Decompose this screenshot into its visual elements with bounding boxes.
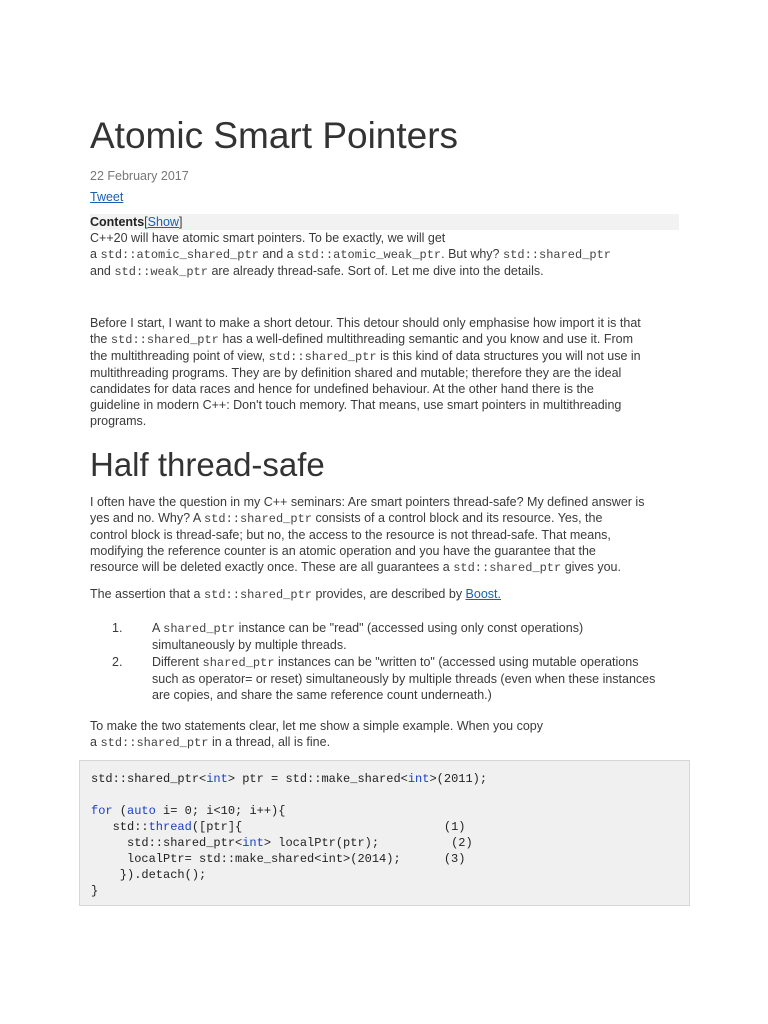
detour-line: multithreading programs. They are by definition shared and mutable; therefore they are the ideal [90,366,622,380]
contents-close-bracket: ] [178,215,183,229]
thread-safety-line: modifying the reference counter is an atomic operation and you have the guarantee that the [90,544,596,558]
detour-line: Before I start, I want to make a short detour. This detour should only emphasise how import it is that [90,316,641,330]
code-line [91,787,678,803]
code-line: std::thread([ptr]{ (1) [91,820,466,834]
assertion-list [90,620,690,703]
inline-code: shared_ptr [163,622,236,636]
inline-code: std::shared_ptr [110,333,219,347]
contents-open-bracket: [ [144,215,148,229]
thread-safety-paragraph [90,494,690,576]
list-item: 1. A shared_ptr instance can be "read" (accessed using only const operations) simultaneously by multiple threads. [112,621,584,652]
table-of-contents [90,214,679,230]
intro-paragraph [90,230,690,280]
inline-code: std::shared_ptr [502,248,612,262]
boost-link[interactable]: Boost. [465,587,501,601]
post-date: 22 February 2017 [90,169,189,183]
detour-line: the std::shared_ptr has a well-defined multithreading semantic and you know and use it. From [90,332,633,347]
code-line: for (auto i= 0; i<10; i++){ [91,804,286,818]
thread-safety-line: yes and no. Why? A std::shared_ptr consists of a control block and its resource. Yes, the [90,511,603,526]
example-paragraph: To make the two statements clear, let me show a simple example. When you copy a std::shared_ptr in a thread, all is fine. [90,719,543,750]
detour-paragraph [90,315,690,429]
section-heading: Half thread-safe [90,446,325,483]
list-number: 1. [112,621,123,635]
detour-line: guideline in modern C++: Don't touch memory. That means, use smart pointers in multithreading [90,398,622,412]
intro-line: C++20 will have atomic smart pointers. To be exactly, we will get [90,231,446,245]
code-block [79,760,690,906]
assertion-paragraph: The assertion that a std::shared_ptr provides, are described by Boost. [90,587,501,602]
inline-code: std::shared_ptr [453,561,562,575]
detour-line: programs. [90,414,147,428]
code-line: std::shared_ptr<int> localPtr(ptr); (2) [91,836,473,850]
code-line: localPtr= std::make_shared<int>(2014); (3) [91,852,466,866]
inline-code: std::weak_ptr [114,265,208,279]
contents-label: Contents [90,215,145,229]
inline-code: shared_ptr [202,656,275,670]
thread-safety-line: control block is thread-safe; but no, the access to the resource is not thread-safe. That means, [90,528,611,542]
code-line: }).detach(); [91,868,207,882]
thread-safety-line: resource will be deleted exactly once. These are all guarantees a std::shared_ptr gives you. [90,560,621,575]
tweet-link[interactable]: Tweet [90,190,124,204]
intro-line: and std::weak_ptr are already thread-safe. Sort of. Let me dive into the details. [90,264,544,279]
code-line: } [91,884,99,898]
inline-code: std::shared_ptr [100,736,209,750]
contents-show-link[interactable]: Show [147,215,179,229]
thread-safety-line: I often have the question in my C++ seminars: Are smart pointers thread-safe? My defined answer is [90,495,645,509]
intro-line: a std::atomic_shared_ptr and a std::atomic_weak_ptr. But why? std::shared_ptr [90,247,612,262]
inline-code: std::atomic_shared_ptr [100,248,259,262]
inline-code: std::shared_ptr [203,588,312,602]
detour-line: candidates for data races and hence for undefined behaviour. At the other hand there is the [90,382,594,396]
list-item: 2. Different shared_ptr instances can be "written to" (accessed using mutable operations such as operator= or reset) simultaneously by multiple threads (even when these instances are copies, and share the same reference count underneath.) [112,655,656,702]
inline-code: std::atomic_weak_ptr [297,248,442,262]
inline-code: std::shared_ptr [203,512,312,526]
detour-line: the multithreading point of view, std::shared_ptr is this kind of data structures you will not use in [90,349,641,364]
code-line: std::shared_ptr<int> ptr = std::make_shared<int>(2011); [91,772,488,786]
inline-code: std::shared_ptr [268,350,377,364]
list-number: 2. [112,655,123,669]
page-title: Atomic Smart Pointers [90,115,459,156]
